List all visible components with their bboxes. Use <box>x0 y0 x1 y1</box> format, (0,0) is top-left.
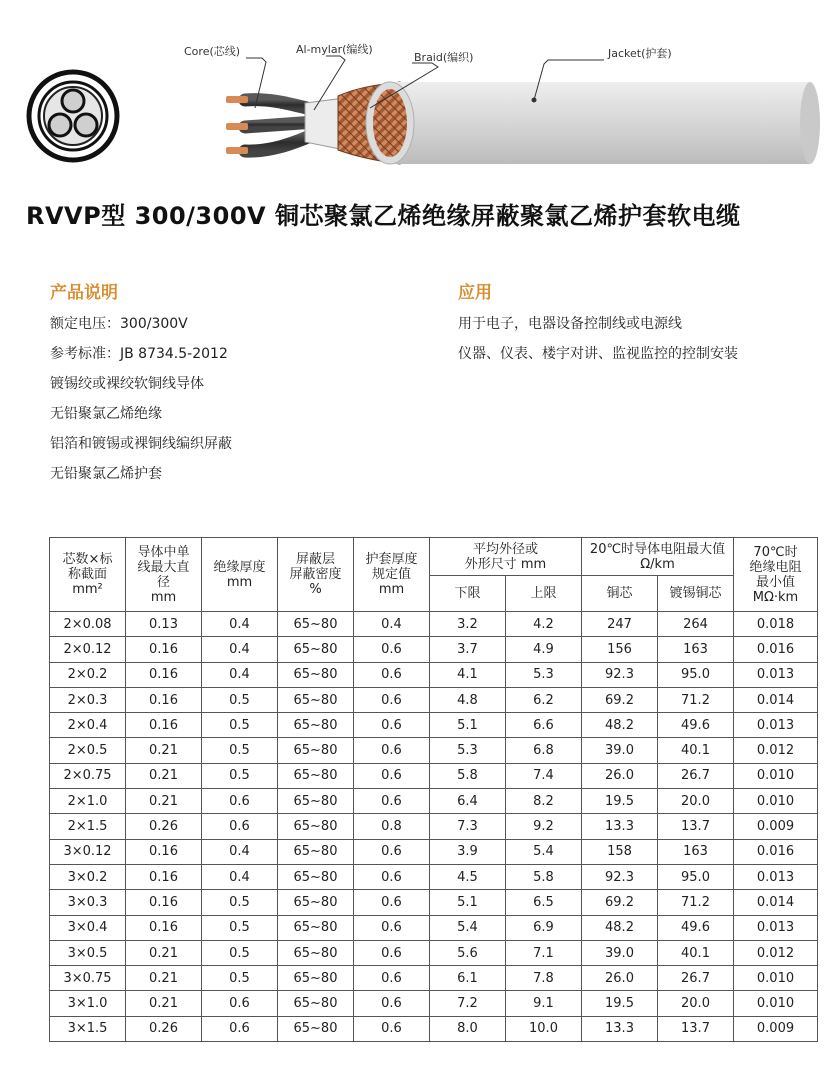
table-row <box>50 789 818 814</box>
cell-diameter-high: 7.4 <box>506 763 582 788</box>
cell-conductor-diameter: 0.16 <box>126 637 202 662</box>
core-wires <box>226 96 315 154</box>
cell-jacket-thickness: 0.6 <box>354 966 430 991</box>
cell-diameter-low: 5.4 <box>430 915 506 940</box>
cell-res-tinned: 71.2 <box>658 687 734 712</box>
cell-cores: 3×1.5 <box>50 1016 126 1041</box>
table-row <box>50 966 818 991</box>
cell-insulation-resistance: 0.009 <box>734 814 818 839</box>
application-list <box>458 314 738 374</box>
description-item: 参考标准：JB 8734.5-2012 <box>50 346 228 362</box>
cell-diameter-high: 5.4 <box>506 839 582 864</box>
cell-insulation-resistance: 0.014 <box>734 687 818 712</box>
cell-diameter-low: 5.6 <box>430 940 506 965</box>
table-row <box>50 839 818 864</box>
cell-jacket-thickness: 0.6 <box>354 738 430 763</box>
cell-jacket-thickness: 0.8 <box>354 814 430 839</box>
cell-shield-density: 65~80 <box>278 662 354 687</box>
cell-insulation-resistance: 0.016 <box>734 839 818 864</box>
cell-insulation-resistance: 0.013 <box>734 915 818 940</box>
callout-braid: Braid(编织) <box>414 51 474 64</box>
cell-res-tinned: 40.1 <box>658 940 734 965</box>
cell-res-copper: 19.5 <box>582 789 658 814</box>
cell-insulation-thickness: 0.5 <box>202 940 278 965</box>
header-jacket-thickness: 护套厚度 规定值 mm <box>354 538 430 612</box>
table-row <box>50 612 818 637</box>
application-heading: 应用 <box>458 283 492 303</box>
cell-res-copper: 69.2 <box>582 687 658 712</box>
cell-jacket-thickness: 0.6 <box>354 864 430 889</box>
cell-conductor-diameter: 0.16 <box>126 687 202 712</box>
cell-shield-density: 65~80 <box>278 637 354 662</box>
table-row <box>50 864 818 889</box>
cell-cores: 3×0.75 <box>50 966 126 991</box>
cell-conductor-diameter: 0.26 <box>126 814 202 839</box>
cell-diameter-high: 5.3 <box>506 662 582 687</box>
cell-insulation-thickness: 0.5 <box>202 915 278 940</box>
cell-jacket-thickness: 0.6 <box>354 915 430 940</box>
cell-jacket-thickness: 0.6 <box>354 789 430 814</box>
cell-insulation-thickness: 0.4 <box>202 839 278 864</box>
cell-insulation-thickness: 0.6 <box>202 789 278 814</box>
cell-shield-density: 65~80 <box>278 738 354 763</box>
cell-shield-density: 65~80 <box>278 864 354 889</box>
cell-insulation-thickness: 0.5 <box>202 687 278 712</box>
cell-jacket-thickness: 0.6 <box>354 637 430 662</box>
cell-res-tinned: 13.7 <box>658 814 734 839</box>
product-title: RVVP型 300/300V 铜芯聚氯乙烯绝缘屏蔽聚氯乙烯护套软电缆 <box>26 202 741 230</box>
cell-diameter-low: 5.1 <box>430 713 506 738</box>
cell-insulation-thickness: 0.4 <box>202 612 278 637</box>
cell-shield-density: 65~80 <box>278 713 354 738</box>
cell-res-tinned: 13.7 <box>658 1016 734 1041</box>
table-body <box>50 612 818 1042</box>
cell-conductor-diameter: 0.16 <box>126 713 202 738</box>
header-insulation-thickness: 绝缘厚度 mm <box>202 538 278 612</box>
description-list <box>50 314 232 494</box>
cell-cores: 2×1.5 <box>50 814 126 839</box>
cell-insulation-resistance: 0.010 <box>734 763 818 788</box>
table-row <box>50 763 818 788</box>
cell-res-tinned: 26.7 <box>658 966 734 991</box>
cell-shield-density: 65~80 <box>278 789 354 814</box>
cell-cores: 3×0.4 <box>50 915 126 940</box>
cell-shield-density: 65~80 <box>278 915 354 940</box>
cell-insulation-thickness: 0.6 <box>202 1016 278 1041</box>
cable-illustration <box>0 0 836 190</box>
table-row <box>50 738 818 763</box>
cell-diameter-high: 8.2 <box>506 789 582 814</box>
table-row <box>50 940 818 965</box>
cell-diameter-high: 7.8 <box>506 966 582 991</box>
cell-diameter-high: 4.9 <box>506 637 582 662</box>
cell-res-copper: 39.0 <box>582 738 658 763</box>
header-conductor-resistance: 20℃时导体电阻最大值 Ω/km <box>582 538 734 576</box>
cell-diameter-low: 5.3 <box>430 738 506 763</box>
cell-diameter-high: 6.9 <box>506 915 582 940</box>
cell-diameter-high: 6.8 <box>506 738 582 763</box>
cell-cores: 2×0.5 <box>50 738 126 763</box>
cell-diameter-high: 6.5 <box>506 890 582 915</box>
cell-res-copper: 26.0 <box>582 763 658 788</box>
cell-diameter-low: 3.2 <box>430 612 506 637</box>
callout-jacket: Jacket(护套) <box>608 47 672 60</box>
cell-jacket-thickness: 0.4 <box>354 612 430 637</box>
cell-diameter-high: 7.1 <box>506 940 582 965</box>
cell-res-copper: 156 <box>582 637 658 662</box>
cell-res-tinned: 163 <box>658 839 734 864</box>
cell-conductor-diameter: 0.21 <box>126 940 202 965</box>
cell-insulation-thickness: 0.6 <box>202 991 278 1016</box>
cell-insulation-resistance: 0.018 <box>734 612 818 637</box>
spec-table <box>49 537 818 1042</box>
cell-res-copper: 13.3 <box>582 814 658 839</box>
cell-res-tinned: 26.7 <box>658 763 734 788</box>
cell-res-tinned: 20.0 <box>658 789 734 814</box>
cell-jacket-thickness: 0.6 <box>354 991 430 1016</box>
cell-insulation-resistance: 0.013 <box>734 662 818 687</box>
cell-conductor-diameter: 0.16 <box>126 864 202 889</box>
cell-diameter-low: 3.9 <box>430 839 506 864</box>
cell-res-copper: 48.2 <box>582 713 658 738</box>
cell-diameter-low: 5.8 <box>430 763 506 788</box>
cell-jacket-thickness: 0.6 <box>354 839 430 864</box>
cell-shield-density: 65~80 <box>278 1016 354 1041</box>
table-row <box>50 687 818 712</box>
cell-conductor-diameter: 0.26 <box>126 1016 202 1041</box>
cell-jacket-thickness: 0.6 <box>354 890 430 915</box>
cell-cores: 3×0.5 <box>50 940 126 965</box>
cell-diameter-low: 5.1 <box>430 890 506 915</box>
cell-res-copper: 39.0 <box>582 940 658 965</box>
table-header <box>50 538 818 612</box>
cell-jacket-thickness: 0.6 <box>354 940 430 965</box>
cell-res-tinned: 71.2 <box>658 890 734 915</box>
cell-insulation-thickness: 0.5 <box>202 890 278 915</box>
cell-jacket-thickness: 0.6 <box>354 662 430 687</box>
cell-res-tinned: 264 <box>658 612 734 637</box>
cell-insulation-thickness: 0.5 <box>202 763 278 788</box>
cell-jacket-thickness: 0.6 <box>354 1016 430 1041</box>
cell-insulation-resistance: 0.016 <box>734 637 818 662</box>
cell-insulation-resistance: 0.012 <box>734 940 818 965</box>
jacket-layer <box>366 82 820 164</box>
cell-shield-density: 65~80 <box>278 687 354 712</box>
cell-conductor-diameter: 0.16 <box>126 915 202 940</box>
cell-diameter-high: 6.2 <box>506 687 582 712</box>
cell-res-tinned: 20.0 <box>658 991 734 1016</box>
cell-insulation-resistance: 0.013 <box>734 864 818 889</box>
cell-shield-density: 65~80 <box>278 814 354 839</box>
cell-jacket-thickness: 0.6 <box>354 763 430 788</box>
cell-insulation-resistance: 0.010 <box>734 991 818 1016</box>
cell-res-copper: 92.3 <box>582 662 658 687</box>
cell-conductor-diameter: 0.21 <box>126 763 202 788</box>
cell-cores: 2×0.4 <box>50 713 126 738</box>
cell-conductor-diameter: 0.21 <box>126 789 202 814</box>
cell-diameter-low: 7.3 <box>430 814 506 839</box>
header-outer-diameter: 平均外径或 外形尺寸 mm <box>430 538 582 576</box>
cell-conductor-diameter: 0.16 <box>126 662 202 687</box>
description-item: 铝箔和镀锡或裸铜线编织屏蔽 <box>50 436 232 452</box>
cell-res-copper: 92.3 <box>582 864 658 889</box>
cell-jacket-thickness: 0.6 <box>354 713 430 738</box>
table-row <box>50 713 818 738</box>
header-diameter-high: 上限 <box>506 576 582 612</box>
cell-diameter-high: 9.1 <box>506 991 582 1016</box>
cell-shield-density: 65~80 <box>278 763 354 788</box>
cell-cores: 3×1.0 <box>50 991 126 1016</box>
cell-conductor-diameter: 0.16 <box>126 890 202 915</box>
cell-diameter-high: 5.8 <box>506 864 582 889</box>
cell-shield-density: 65~80 <box>278 890 354 915</box>
cell-cores: 2×0.08 <box>50 612 126 637</box>
cell-res-tinned: 163 <box>658 637 734 662</box>
cell-insulation-thickness: 0.4 <box>202 864 278 889</box>
cell-diameter-low: 7.2 <box>430 991 506 1016</box>
description-item: 额定电压：300/300V <box>50 316 188 332</box>
cell-diameter-low: 4.5 <box>430 864 506 889</box>
description-heading: 产品说明 <box>50 283 118 303</box>
cell-shield-density: 65~80 <box>278 612 354 637</box>
cell-insulation-thickness: 0.5 <box>202 966 278 991</box>
cell-cores: 2×1.0 <box>50 789 126 814</box>
header-res-copper: 铜芯 <box>582 576 658 612</box>
application-item: 用于电子，电器设备控制线或电源线 <box>458 316 682 332</box>
cell-diameter-high: 4.2 <box>506 612 582 637</box>
cell-insulation-resistance: 0.010 <box>734 789 818 814</box>
table-row <box>50 890 818 915</box>
description-item: 无铅聚氯乙烯绝缘 <box>50 406 162 422</box>
cell-res-tinned: 49.6 <box>658 713 734 738</box>
description-item: 镀锡绞或裸绞软铜线导体 <box>50 376 204 392</box>
callout-core: Core(芯线) <box>184 45 241 58</box>
description-item: 无铅聚氯乙烯护套 <box>50 466 162 482</box>
table-row <box>50 637 818 662</box>
cell-res-tinned: 40.1 <box>658 738 734 763</box>
cell-cores: 3×0.3 <box>50 890 126 915</box>
cell-jacket-thickness: 0.6 <box>354 687 430 712</box>
cell-res-tinned: 49.6 <box>658 915 734 940</box>
table-row <box>50 1016 818 1041</box>
cell-diameter-low: 6.4 <box>430 789 506 814</box>
cell-shield-density: 65~80 <box>278 991 354 1016</box>
table-row <box>50 915 818 940</box>
cell-insulation-thickness: 0.5 <box>202 738 278 763</box>
cell-insulation-resistance: 0.009 <box>734 1016 818 1041</box>
header-cores: 芯数×标 称截面 mm² <box>50 538 126 612</box>
cell-conductor-diameter: 0.21 <box>126 738 202 763</box>
table-row <box>50 814 818 839</box>
cell-res-copper: 13.3 <box>582 1016 658 1041</box>
cell-cores: 2×0.75 <box>50 763 126 788</box>
cell-insulation-resistance: 0.010 <box>734 966 818 991</box>
cell-conductor-diameter: 0.16 <box>126 839 202 864</box>
cell-conductor-diameter: 0.21 <box>126 966 202 991</box>
cell-shield-density: 65~80 <box>278 940 354 965</box>
cell-cores: 2×0.3 <box>50 687 126 712</box>
cell-cores: 3×0.2 <box>50 864 126 889</box>
cell-diameter-low: 4.1 <box>430 662 506 687</box>
cell-cores: 2×0.12 <box>50 637 126 662</box>
callout-al-mylar: Al-mylar(编线) <box>296 43 373 56</box>
cell-insulation-thickness: 0.4 <box>202 637 278 662</box>
application-item: 仪器、仪表、楼宇对讲、监视监控的控制安装 <box>458 346 738 362</box>
cell-cores: 2×0.2 <box>50 662 126 687</box>
cell-res-tinned: 95.0 <box>658 864 734 889</box>
cell-res-copper: 19.5 <box>582 991 658 1016</box>
cell-res-tinned: 95.0 <box>658 662 734 687</box>
cell-diameter-low: 6.1 <box>430 966 506 991</box>
cell-insulation-thickness: 0.6 <box>202 814 278 839</box>
cell-res-copper: 158 <box>582 839 658 864</box>
cell-conductor-diameter: 0.21 <box>126 991 202 1016</box>
table-row <box>50 991 818 1016</box>
cell-insulation-thickness: 0.5 <box>202 713 278 738</box>
cross-section-icon <box>29 72 117 160</box>
header-shield-density: 屏蔽层 屏蔽密度 % <box>278 538 354 612</box>
header-diameter-low: 下限 <box>430 576 506 612</box>
header-insulation-resistance: 70℃时 绝缘电阻 最小值 MΩ·km <box>734 538 818 612</box>
cell-diameter-high: 10.0 <box>506 1016 582 1041</box>
cell-res-copper: 247 <box>582 612 658 637</box>
header-conductor-diameter: 导体中单 线最大直 径 mm <box>126 538 202 612</box>
cell-shield-density: 65~80 <box>278 966 354 991</box>
cable-drawing <box>0 0 836 190</box>
cell-res-copper: 26.0 <box>582 966 658 991</box>
cell-diameter-low: 3.7 <box>430 637 506 662</box>
header-res-tinned: 镀锡铜芯 <box>658 576 734 612</box>
cell-shield-density: 65~80 <box>278 839 354 864</box>
cell-cores: 3×0.12 <box>50 839 126 864</box>
table-row <box>50 662 818 687</box>
cell-diameter-low: 8.0 <box>430 1016 506 1041</box>
cell-insulation-thickness: 0.4 <box>202 662 278 687</box>
cell-res-copper: 69.2 <box>582 890 658 915</box>
cell-diameter-high: 9.2 <box>506 814 582 839</box>
cell-insulation-resistance: 0.013 <box>734 713 818 738</box>
cell-insulation-resistance: 0.014 <box>734 890 818 915</box>
cell-conductor-diameter: 0.13 <box>126 612 202 637</box>
cell-diameter-high: 6.6 <box>506 713 582 738</box>
cell-insulation-resistance: 0.012 <box>734 738 818 763</box>
cell-res-copper: 48.2 <box>582 915 658 940</box>
cell-diameter-low: 4.8 <box>430 687 506 712</box>
